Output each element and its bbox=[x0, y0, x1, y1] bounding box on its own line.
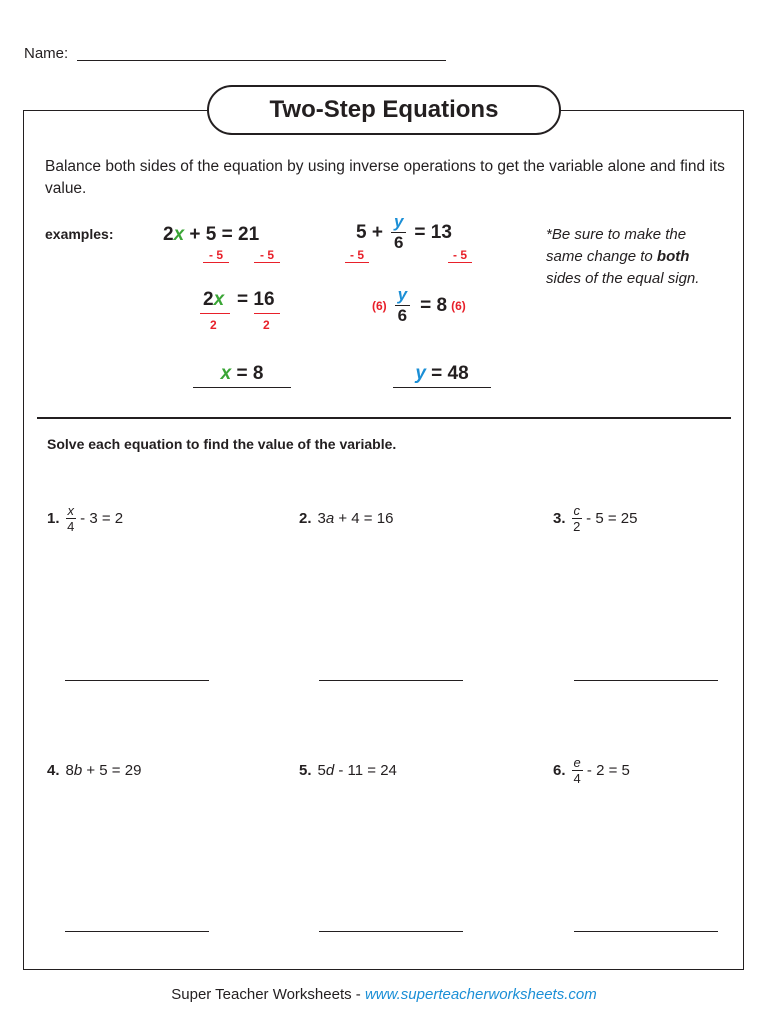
example1-var: x bbox=[173, 224, 185, 245]
problem-text: + 4 = 16 bbox=[334, 510, 394, 527]
note-text-before: *Be sure to make the same change to bbox=[546, 226, 687, 265]
example2-frac-den: 6 bbox=[393, 233, 404, 252]
example2-sub-left: - 5 bbox=[345, 248, 369, 263]
example2-line2 bbox=[372, 285, 466, 326]
problem-fraction bbox=[66, 503, 77, 534]
name-label: Name: bbox=[24, 45, 69, 62]
problem-frac-den: 2 bbox=[573, 519, 581, 534]
problem-frac-num: c bbox=[573, 503, 581, 518]
example1-sub-left: - 5 bbox=[203, 248, 229, 263]
problem-fraction bbox=[572, 755, 583, 786]
problem-2 bbox=[299, 510, 393, 527]
problem-3 bbox=[553, 503, 637, 534]
example2-line2-fraction bbox=[395, 285, 410, 326]
problem-number: 6. bbox=[553, 762, 566, 779]
example2-line1 bbox=[356, 212, 452, 253]
problem-var: d bbox=[325, 762, 335, 779]
examples-label: examples: bbox=[45, 226, 114, 242]
problem-6 bbox=[553, 755, 630, 786]
problem-text: - 3 = 2 bbox=[76, 510, 124, 527]
problem-number: 2. bbox=[299, 510, 312, 527]
example-note bbox=[546, 224, 726, 290]
example1-line2-var: x bbox=[213, 289, 225, 310]
example1-answer-var: x bbox=[220, 363, 232, 384]
example2-answer-rest: = 48 bbox=[431, 363, 469, 384]
name-line[interactable] bbox=[77, 60, 446, 61]
example1-line2-coef: 2 bbox=[203, 289, 214, 310]
problem-frac-den: 4 bbox=[67, 519, 75, 534]
problem-fraction bbox=[572, 503, 583, 534]
example1-rest: + 5 = 21 bbox=[184, 224, 260, 245]
example2-line2-rest: = 8 bbox=[420, 294, 448, 316]
section-divider bbox=[37, 417, 731, 419]
problem-number: 1. bbox=[47, 510, 60, 527]
example1-line2-rest: = 16 bbox=[237, 289, 275, 310]
section-instruction: Solve each equation to find the value of the variable. bbox=[47, 436, 397, 452]
example2-lead: 5 + bbox=[356, 221, 383, 243]
footer bbox=[0, 986, 768, 1003]
answer-line-3[interactable] bbox=[574, 680, 718, 681]
problem-text: + 5 = 29 bbox=[82, 762, 142, 779]
example2-answer bbox=[393, 363, 491, 388]
example2-mult-right: (6) bbox=[451, 298, 466, 313]
footer-url-link[interactable]: www.superteacherworksheets.com bbox=[364, 986, 597, 1003]
example2-frac-num: y bbox=[391, 212, 406, 233]
answer-line-1[interactable] bbox=[65, 680, 209, 681]
example1-sub-right: - 5 bbox=[254, 248, 280, 263]
answer-line-2[interactable] bbox=[319, 680, 463, 681]
note-text-bold: both bbox=[656, 248, 690, 265]
problem-number: 4. bbox=[47, 762, 60, 779]
problem-var: a bbox=[325, 510, 335, 527]
problem-var: b bbox=[73, 762, 83, 779]
problem-frac-num: e bbox=[573, 755, 581, 770]
example1-answer-rest: = 8 bbox=[236, 363, 264, 384]
instructions-text: Balance both sides of the equation by using inverse operations to get the variable alone and find its value. bbox=[45, 158, 725, 197]
problem-text: - 2 = 5 bbox=[582, 762, 630, 779]
example1-line2 bbox=[203, 289, 224, 311]
answer-line-6[interactable] bbox=[574, 931, 718, 932]
example2-fraction bbox=[391, 212, 406, 253]
example2-answer-var: y bbox=[415, 363, 426, 384]
example1-coef: 2 bbox=[163, 224, 174, 245]
problem-4 bbox=[47, 762, 141, 779]
example1-answer bbox=[193, 363, 291, 388]
problem-text: - 11 = 24 bbox=[334, 762, 397, 779]
example1-div-right: 2 bbox=[263, 318, 270, 332]
problem-5 bbox=[299, 762, 397, 779]
problem-coef: 5 bbox=[317, 762, 326, 779]
example2-sub-right: - 5 bbox=[448, 248, 472, 263]
problem-frac-den: 4 bbox=[573, 771, 581, 786]
footer-brand: Super Teacher Worksheets - bbox=[171, 986, 365, 1003]
example1-div-left: 2 bbox=[210, 318, 217, 332]
problem-coef: 8 bbox=[65, 762, 74, 779]
problem-text: - 5 = 25 bbox=[582, 510, 638, 527]
example2-line2-num: y bbox=[395, 285, 410, 306]
example2-rest: = 13 bbox=[414, 221, 452, 243]
problem-1 bbox=[47, 503, 123, 534]
worksheet-title: Two-Step Equations bbox=[207, 85, 561, 135]
answer-line-5[interactable] bbox=[319, 931, 463, 932]
example1-div-bar-right bbox=[254, 313, 280, 314]
problem-number: 3. bbox=[553, 510, 566, 527]
example2-mult-left: (6) bbox=[372, 298, 387, 313]
problem-coef: 3 bbox=[317, 510, 326, 527]
problem-frac-num: x bbox=[67, 503, 75, 518]
note-text-after: sides of the equal sign. bbox=[546, 270, 700, 287]
example2-line2-den: 6 bbox=[397, 306, 408, 325]
example1-div-bar-left bbox=[200, 313, 230, 314]
example1-line1 bbox=[163, 224, 259, 246]
answer-line-4[interactable] bbox=[65, 931, 209, 932]
problem-number: 5. bbox=[299, 762, 312, 779]
